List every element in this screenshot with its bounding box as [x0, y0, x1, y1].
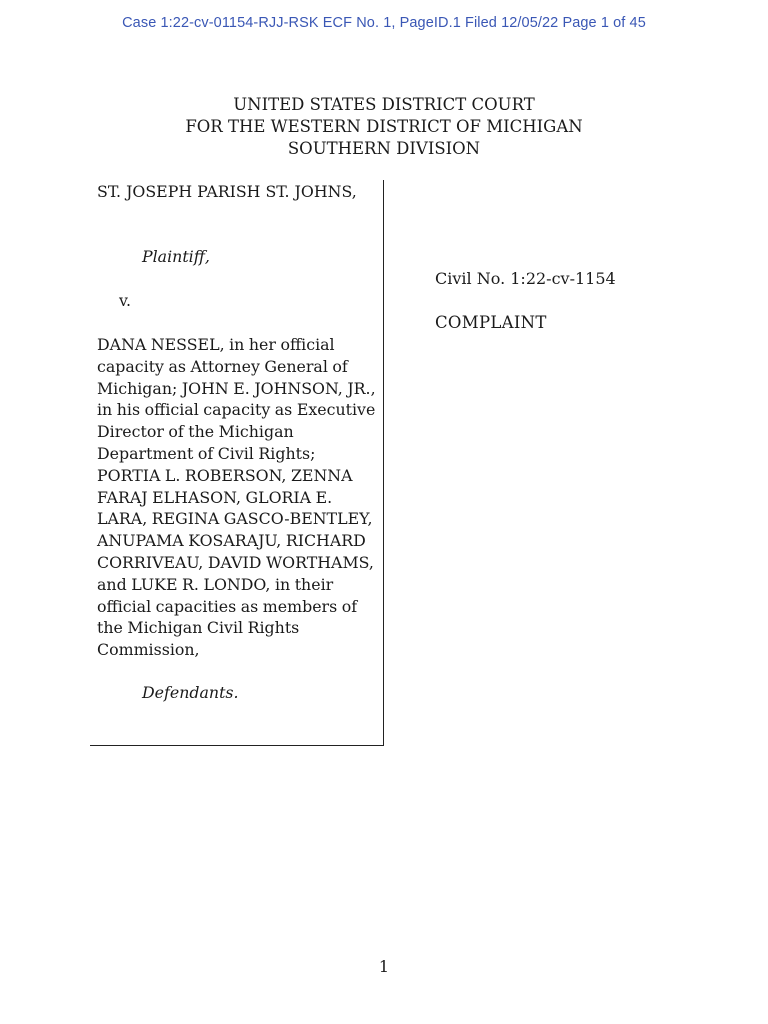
court-heading: [0, 94, 768, 160]
plaintiff-name: ST. JOSEPH PARISH ST. JOHNS,: [97, 182, 357, 201]
document-title: COMPLAINT: [435, 313, 547, 332]
defendants-role: Defendants.: [142, 683, 239, 702]
court-name: UNITED STATES DISTRICT COURT: [233, 95, 535, 114]
case-caption-parties: [90, 180, 384, 746]
court-district: FOR THE WESTERN DISTRICT OF MICHIGAN: [185, 117, 583, 136]
ecf-filing-header: Case 1:22-cv-01154-RJJ-RSK ECF No. 1, PageID.1 Filed 12/05/22 Page 1 of 45: [122, 15, 646, 31]
versus-label: v.: [119, 291, 132, 310]
plaintiff-role: Plaintiff,: [142, 247, 210, 266]
defendants-list: DANA NESSEL, in her official capacity as Attorney General of Michigan; JOHN E. JOHNSON, JR., in his official capacity as Executive Director of the Michigan Department of Civil Rights; PORTIA L. ROBERSON, ZENNA FARAJ ELHASON, GLORIA E. LARA, REGINA GASCO-BENTLEY, ANUPAMA KOSARAJU, RICHARD CORRIVEAU, DAVID WORTHAMS, and LUKE R. LONDO, in their official capacities as members of the Michigan Civil Rights Commission,: [97, 335, 376, 660]
civil-case-number: Civil No. 1:22-cv-1154: [435, 269, 616, 288]
page-number: 1: [378, 957, 390, 976]
court-division: SOUTHERN DIVISION: [287, 139, 481, 158]
